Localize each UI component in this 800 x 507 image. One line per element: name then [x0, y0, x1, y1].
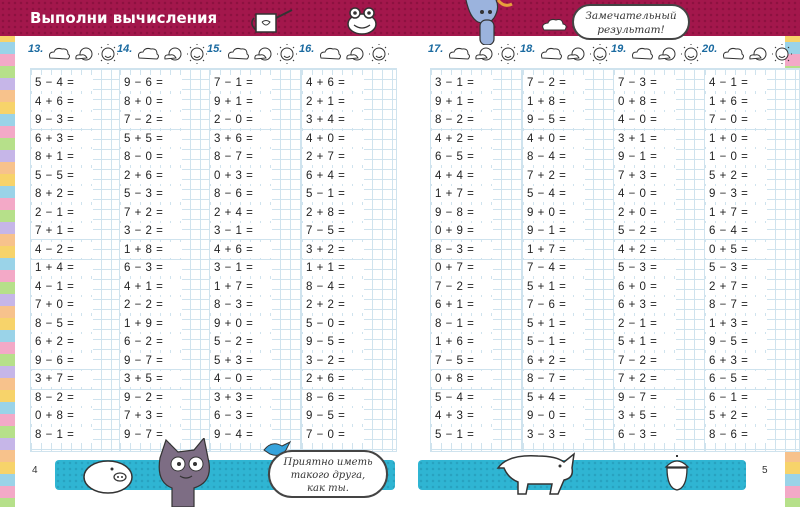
stripe-segment	[0, 270, 15, 282]
stripe-segment	[0, 42, 15, 54]
bubble2-line-1: Приятно иметь	[283, 457, 373, 468]
equation-item: 8 − 7 =	[523, 371, 585, 387]
equation-item: 7 − 2 =	[614, 353, 676, 369]
equation-item: 4 + 6 =	[31, 94, 93, 110]
equation-item: 8 + 2 =	[31, 186, 93, 202]
rating-faces	[137, 44, 209, 64]
equation-item: 4 − 0 =	[614, 186, 676, 202]
equation-item: 6 − 2 =	[120, 334, 182, 350]
equation-item: 1 + 9 =	[120, 316, 182, 332]
equation-item: 5 − 4 =	[523, 186, 585, 202]
grid-panel	[430, 68, 526, 452]
stripe-segment	[0, 78, 15, 90]
equation-item: 8 + 0 =	[120, 94, 182, 110]
equation-item: 9 − 7 =	[120, 353, 182, 369]
bubble2-line-3: как ты.	[307, 483, 349, 494]
exercise-number: 13.	[28, 43, 44, 55]
rating-faces	[540, 44, 612, 64]
cloud-face-icon	[542, 48, 562, 59]
equation-item: 6 + 4 =	[302, 168, 364, 184]
equation-item: 5 − 0 =	[302, 316, 364, 332]
stripe-segment	[785, 486, 800, 498]
equation-item: 1 + 7 =	[523, 242, 585, 258]
stripe-segment	[0, 234, 15, 246]
exercise-number: 14.	[117, 43, 133, 55]
equation-item: 1 + 8 =	[523, 94, 585, 110]
stripe-segment	[785, 474, 800, 486]
grid-panel	[522, 68, 618, 452]
equation-item: 5 − 5 =	[31, 168, 93, 184]
equation-item: 5 + 1 =	[614, 334, 676, 350]
equation-item: 8 − 3 =	[431, 242, 493, 258]
stripe-segment	[0, 306, 15, 318]
equation-item: 6 − 3 =	[210, 408, 272, 424]
equation-item: 7 − 0 =	[705, 112, 767, 128]
rating-faces	[448, 44, 520, 64]
bottom-band-right	[418, 460, 746, 490]
exercise-number: 18.	[520, 43, 536, 55]
bubble2-line-2: такого друга,	[290, 470, 366, 481]
equation-item: 7 + 2 =	[614, 371, 676, 387]
partly-sunny-face-icon	[476, 48, 492, 60]
equation-item: 7 − 5 =	[302, 223, 364, 239]
equation-item: 6 − 5 =	[431, 149, 493, 165]
acorn-icon	[662, 455, 692, 493]
stripe-segment	[0, 486, 15, 498]
equation-item: 2 + 6 =	[302, 371, 364, 387]
equation-item: 1 + 1 =	[302, 260, 364, 276]
grid-panel	[30, 68, 126, 452]
speech-bubble-bottom	[268, 450, 388, 498]
sun-face-icon	[590, 44, 610, 64]
equation-item: 4 − 1 =	[31, 279, 93, 295]
stripe-segment	[0, 414, 15, 426]
sun-face-icon	[187, 44, 207, 64]
equation-item: 5 − 1 =	[523, 334, 585, 350]
equation-item: 4 − 2 =	[31, 242, 93, 258]
equation-item: 1 + 6 =	[431, 334, 493, 350]
equation-item: 6 + 0 =	[614, 279, 676, 295]
equation-item: 9 − 1 =	[523, 223, 585, 239]
equation-item: 5 − 4 =	[431, 390, 493, 406]
equation-item: 5 − 3 =	[120, 186, 182, 202]
page-number-left: 4	[32, 465, 38, 476]
rating-faces	[227, 44, 299, 64]
equation-item: 9 − 1 =	[614, 149, 676, 165]
partly-sunny-face-icon	[568, 48, 584, 60]
stripe-segment	[0, 174, 15, 186]
equation-item: 1 + 6 =	[705, 94, 767, 110]
equation-item: 2 + 4 =	[210, 205, 272, 221]
stripe-segment	[0, 318, 15, 330]
stripe-segment	[0, 282, 15, 294]
equation-item: 8 + 1 =	[31, 149, 93, 165]
equation-item: 0 + 5 =	[705, 242, 767, 258]
equation-item: 3 + 3 =	[210, 390, 272, 406]
equation-item: 9 − 7 =	[614, 390, 676, 406]
equation-item: 3 + 2 =	[302, 242, 364, 258]
equation-item: 9 − 8 =	[431, 205, 493, 221]
equation-item: 2 + 7 =	[302, 149, 364, 165]
sun-face-icon	[681, 44, 701, 64]
equation-item: 7 − 5 =	[431, 353, 493, 369]
stripe-segment	[0, 222, 15, 234]
equation-item: 2 − 2 =	[120, 297, 182, 313]
stripe-segment	[0, 294, 15, 306]
equation-item: 6 + 3 =	[614, 297, 676, 313]
equation-item: 8 − 2 =	[31, 390, 93, 406]
equation-item: 6 − 4 =	[705, 223, 767, 239]
equation-item: 1 + 8 =	[120, 242, 182, 258]
equation-item: 4 + 4 =	[431, 168, 493, 184]
equation-item: 3 + 4 =	[302, 112, 364, 128]
grid-panel	[209, 68, 305, 452]
equation-item: 2 − 0 =	[210, 112, 272, 128]
equation-item: 3 + 5 =	[120, 371, 182, 387]
equation-item: 5 − 2 =	[210, 334, 272, 350]
equation-item: 7 − 6 =	[523, 297, 585, 313]
stripe-segment	[0, 102, 15, 114]
exercise-number: 16.	[299, 43, 315, 55]
equation-item: 1 + 0 =	[705, 131, 767, 147]
equation-item: 5 − 1 =	[431, 427, 493, 443]
equation-item: 9 + 0 =	[210, 316, 272, 332]
equation-item: 5 − 4 =	[31, 75, 93, 91]
equation-item: 8 − 4 =	[302, 279, 364, 295]
equation-item: 4 − 1 =	[705, 75, 767, 91]
equation-item: 2 + 1 =	[302, 94, 364, 110]
equation-item: 9 + 0 =	[523, 205, 585, 221]
grid-panel	[301, 68, 397, 452]
exercise-number: 19.	[611, 43, 627, 55]
equation-item: 6 − 1 =	[705, 390, 767, 406]
equation-item: 8 − 3 =	[210, 297, 272, 313]
stripe-segment	[0, 198, 15, 210]
stripe-segment	[0, 138, 15, 150]
equation-item: 7 − 3 =	[614, 75, 676, 91]
page-title: Выполни вычисления	[30, 9, 218, 27]
rhino-icon	[490, 448, 580, 496]
cloud-face-icon	[229, 48, 249, 59]
equation-item: 9 − 0 =	[523, 408, 585, 424]
partly-sunny-face-icon	[750, 48, 766, 60]
equation-item: 1 + 4 =	[31, 260, 93, 276]
sun-face-icon	[772, 44, 792, 64]
equation-item: 8 − 7 =	[210, 149, 272, 165]
equation-item: 7 − 2 =	[523, 75, 585, 91]
stripe-segment	[0, 402, 15, 414]
equation-item: 8 − 6 =	[210, 186, 272, 202]
equation-item: 4 + 6 =	[210, 242, 272, 258]
stripe-segment	[0, 330, 15, 342]
equation-item: 7 + 1 =	[31, 223, 93, 239]
partly-sunny-face-icon	[347, 48, 363, 60]
equation-item: 5 − 3 =	[614, 260, 676, 276]
exercise-number: 20.	[702, 43, 718, 55]
equation-item: 9 − 5 =	[302, 408, 364, 424]
equation-item: 7 + 0 =	[31, 297, 93, 313]
stripe-segment	[0, 54, 15, 66]
equation-item: 8 − 6 =	[302, 390, 364, 406]
speech-bubble-top	[572, 4, 690, 40]
partly-sunny-face-icon	[255, 48, 271, 60]
equation-item: 6 + 1 =	[431, 297, 493, 313]
partly-sunny-face-icon	[76, 48, 92, 60]
equation-item: 5 − 3 =	[705, 260, 767, 276]
equation-item: 6 + 2 =	[523, 353, 585, 369]
exercise-number: 15.	[207, 43, 223, 55]
equation-item: 9 − 3 =	[705, 186, 767, 202]
equation-item: 3 + 6 =	[210, 131, 272, 147]
bubble-line-1: Замечательный	[585, 10, 677, 22]
cloud-face-icon	[633, 48, 653, 59]
sun-face-icon	[369, 44, 389, 64]
cloud-icon	[540, 18, 568, 32]
equation-item: 9 − 6 =	[31, 353, 93, 369]
equation-item: 0 + 8 =	[614, 94, 676, 110]
equation-item: 5 + 4 =	[523, 390, 585, 406]
equation-item: 8 − 4 =	[523, 149, 585, 165]
stripe-segment	[0, 390, 15, 402]
grid-panel	[704, 68, 800, 452]
equation-item: 4 + 2 =	[614, 242, 676, 258]
equation-item: 6 − 5 =	[705, 371, 767, 387]
grid-panel	[613, 68, 709, 452]
equation-item: 6 + 3 =	[31, 131, 93, 147]
equation-item: 7 − 2 =	[431, 279, 493, 295]
equation-item: 1 + 3 =	[705, 316, 767, 332]
equation-item: 2 + 8 =	[302, 205, 364, 221]
cloud-face-icon	[724, 48, 744, 59]
equation-item: 4 + 6 =	[302, 75, 364, 91]
equation-item: 0 + 8 =	[31, 408, 93, 424]
stripe-segment	[0, 426, 15, 438]
stripe-segment	[0, 498, 15, 507]
equation-item: 0 + 9 =	[431, 223, 493, 239]
stripe-segment	[0, 210, 15, 222]
equation-item: 5 + 1 =	[523, 279, 585, 295]
page-number-right: 5	[762, 465, 768, 476]
equation-item: 8 − 6 =	[705, 427, 767, 443]
equation-item: 5 + 1 =	[523, 316, 585, 332]
grid-panel	[119, 68, 215, 452]
equation-item: 3 − 2 =	[120, 223, 182, 239]
equation-item: 9 − 2 =	[120, 390, 182, 406]
cloud-face-icon	[321, 48, 341, 59]
cloud-face-icon	[50, 48, 70, 59]
stripe-segment	[0, 438, 15, 450]
equation-item: 7 − 1 =	[210, 75, 272, 91]
equation-item: 8 − 1 =	[31, 427, 93, 443]
equation-item: 4 + 1 =	[120, 279, 182, 295]
equation-item: 3 − 1 =	[431, 75, 493, 91]
equation-item: 5 + 2 =	[705, 408, 767, 424]
exercise-number: 17.	[428, 43, 444, 55]
stripe-segment	[0, 114, 15, 126]
stripe-segment	[0, 462, 15, 474]
stripe-segment	[0, 150, 15, 162]
equation-item: 4 − 0 =	[614, 112, 676, 128]
stripe-segment	[0, 354, 15, 366]
equation-item: 2 + 0 =	[614, 205, 676, 221]
equation-item: 4 + 0 =	[302, 131, 364, 147]
equation-item: 1 + 7 =	[705, 205, 767, 221]
equation-item: 7 + 2 =	[120, 205, 182, 221]
partly-sunny-face-icon	[165, 48, 181, 60]
pig-icon	[78, 455, 138, 497]
stripe-segment	[0, 450, 15, 462]
equation-item: 3 + 5 =	[614, 408, 676, 424]
stripe-segment	[0, 126, 15, 138]
stripe-segment	[0, 90, 15, 102]
stripe-segment	[0, 162, 15, 174]
cloud-face-icon	[139, 48, 159, 59]
sun-face-icon	[498, 44, 518, 64]
equation-item: 1 − 0 =	[705, 149, 767, 165]
equation-item: 7 − 2 =	[120, 112, 182, 128]
equation-item: 7 + 2 =	[523, 168, 585, 184]
stripe-segment	[785, 498, 800, 507]
equation-item: 6 + 2 =	[31, 334, 93, 350]
frog-icon	[344, 6, 380, 36]
equation-item: 4 + 3 =	[431, 408, 493, 424]
stripe-segment	[0, 378, 15, 390]
equation-item: 4 + 2 =	[431, 131, 493, 147]
rating-faces	[319, 44, 391, 64]
stripe-segment	[0, 66, 15, 78]
cat-icon	[150, 438, 230, 507]
equation-item: 9 − 7 =	[120, 427, 182, 443]
sun-face-icon	[98, 44, 118, 64]
equation-item: 2 − 1 =	[614, 316, 676, 332]
equation-item: 3 − 1 =	[210, 260, 272, 276]
stripe-segment	[0, 186, 15, 198]
equation-item: 7 + 3 =	[614, 168, 676, 184]
equation-item: 9 − 4 =	[210, 427, 272, 443]
equation-item: 8 − 7 =	[705, 297, 767, 313]
sun-face-icon	[277, 44, 297, 64]
equation-item: 0 + 3 =	[210, 168, 272, 184]
equation-item: 5 + 5 =	[120, 131, 182, 147]
equation-item: 5 − 2 =	[614, 223, 676, 239]
equation-item: 9 − 3 =	[31, 112, 93, 128]
watering-can-icon	[248, 8, 296, 36]
stripe-segment	[0, 342, 15, 354]
equation-item: 9 − 6 =	[120, 75, 182, 91]
equation-item: 3 − 2 =	[302, 353, 364, 369]
bunny-character-icon	[456, 0, 516, 45]
equation-item: 9 + 1 =	[431, 94, 493, 110]
equation-item: 3 − 1 =	[210, 223, 272, 239]
equation-item: 4 − 0 =	[210, 371, 272, 387]
left-stripe-border	[0, 30, 15, 507]
stripe-segment	[0, 474, 15, 486]
equation-item: 3 + 7 =	[31, 371, 93, 387]
equation-item: 3 − 3 =	[523, 427, 585, 443]
equation-item: 8 − 0 =	[120, 149, 182, 165]
equation-item: 9 − 5 =	[523, 112, 585, 128]
equation-item: 5 + 2 =	[705, 168, 767, 184]
equation-item: 2 + 6 =	[120, 168, 182, 184]
equation-item: 1 + 7 =	[210, 279, 272, 295]
stripe-segment	[0, 366, 15, 378]
equation-item: 9 − 5 =	[705, 334, 767, 350]
rating-faces	[631, 44, 703, 64]
equation-item: 6 − 3 =	[614, 427, 676, 443]
equation-item: 7 + 3 =	[120, 408, 182, 424]
equation-item: 6 + 3 =	[705, 353, 767, 369]
equation-item: 8 − 2 =	[431, 112, 493, 128]
equation-item: 9 + 1 =	[210, 94, 272, 110]
equation-item: 5 + 3 =	[210, 353, 272, 369]
equation-item: 0 + 8 =	[431, 371, 493, 387]
equation-item: 2 + 7 =	[705, 279, 767, 295]
equation-item: 2 − 1 =	[31, 205, 93, 221]
equation-item: 3 + 1 =	[614, 131, 676, 147]
stripe-segment	[0, 246, 15, 258]
equation-item: 6 − 3 =	[120, 260, 182, 276]
cloud-face-icon	[450, 48, 470, 59]
equation-item: 5 − 1 =	[302, 186, 364, 202]
equation-item: 8 − 1 =	[431, 316, 493, 332]
equation-item: 7 − 4 =	[523, 260, 585, 276]
equation-item: 2 + 2 =	[302, 297, 364, 313]
partly-sunny-face-icon	[659, 48, 675, 60]
equation-item: 1 + 7 =	[431, 186, 493, 202]
rating-faces	[722, 44, 794, 64]
stripe-segment	[785, 462, 800, 474]
bubble-line-2: результат!	[597, 24, 665, 36]
equation-item: 0 + 7 =	[431, 260, 493, 276]
equation-item: 8 − 5 =	[31, 316, 93, 332]
rating-faces	[48, 44, 120, 64]
equation-item: 9 − 5 =	[302, 334, 364, 350]
stripe-segment	[0, 258, 15, 270]
equation-item: 7 − 0 =	[302, 427, 364, 443]
equation-item: 4 + 0 =	[523, 131, 585, 147]
